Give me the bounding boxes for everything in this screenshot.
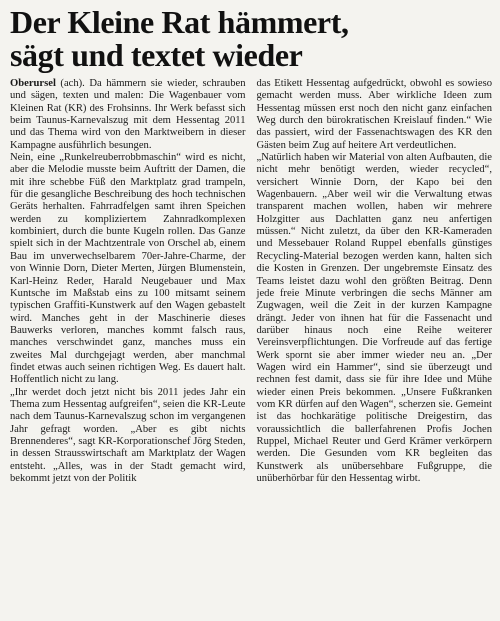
paragraph (10, 78, 246, 152)
article-body (10, 78, 492, 485)
headline (10, 6, 492, 72)
paragraph: das Etikett Hessentag aufgedrückt, obwohl es sowieso gemacht werden muss. Aber wirkliche Ideen zum Hessentag müssen erst noch den nicht ganz einfachen Weg durch den bürokratischen Kreislauf finden.“ Wie das passiert, wird der Fassenachtswagen des KR den Gästen beim Zug auf heitere Art verdeutlichen. (256, 78, 492, 151)
column-left (10, 78, 246, 485)
headline-line-1: Der Kleine Rat hämmert, (10, 4, 349, 40)
paragraph: „Natürlich haben wir Material von alten Aufbauten, die nicht mehr benötigt werden, wieder recycled“, versichert Winnie Dorn, der Kapo bei den Wagenbauern. „Aber weil wir die Verwaltung etwas transparent machen wollen, haben wir mehrere Holzgitter aus Dachlatten ganz neu anfertigen müssen.“ Nicht zuletzt, da über den KR-Kameraden und Messebauer Roland Ruppel ebenfalls günstiges Recycling-Material bezogen werden kann, halten sich die Kosten in Grenzen. Der ungebremste Einsatz des Teams leistet dazu wohl den größten Beitrag. Denn jede freie Minute verbringen die sechs Männer am Zugwagen, weil die Zeit in der kurzen Kampagne drängt. Jeder von ihnen hat für die Fassenacht und darüber hinaus noch eine Reihe weiterer Vereinsverpflichtungen. Die Vorfreude auf das fertige Werk spornt sie aber immer wieder neu an. „Der Wagen wird ein Hammer“, sind sie überzeugt und rechnen fest damit, dass sie für ihre Idee und Mühe wieder einen Preis bekommen. „Unsere Fußkranken vom KR dürfen auf den Wagen“, scherzen sie. Gemeint ist das hochkarätige politische Dreigestirn, das voraussichtlich die ballerfahrenen Profis Jochen Ruppel, Michael Reuter und Gerd Krämer verkörpern werden. Die Gesunden vom KR begleiten das Kunstwerk als unübersehbare Fußgruppe, die unüberhörbar für den Hessentag wirbt. (256, 152, 492, 484)
column-right (257, 78, 493, 485)
headline-line-2: sägt und textet wieder (10, 37, 303, 73)
paragraph: „Ihr werdet doch jetzt nicht bis 2011 jedes Jahr ein Thema zum Hessentag aufgreifen“, seien die KR-Leute nach dem Taunus-Karnevalszug schon im vergangenen Jahr gefragt worden. „Aber es gibt nichts Brennenderes“, sagt KR-Korporationschef Jörg Steden, in dessen Strausswirtschaft am Marktplatz der Wagen entsteht. „Alles, was in der Stadt gemacht wird, bekommt jetzt von der Politik (10, 386, 246, 484)
paragraph-text: (ach). Da hämmern sie wieder, schrauben und sägen, texten und malen: Die Wagenbauer vom Kleinen Rat (KR) des Frohsinns. Ihr Werk befasst sich beim Taunus-Karnevalszug mit dem Hessentag 2011 und das Thema wird von den Marktweibern in dieser Kampagne ausführlich besungen. (10, 78, 246, 151)
dateline: Oberursel (10, 78, 56, 89)
paragraph: Nein, eine „Runkelreuberrobbmaschin“ wird es nicht, aber die Melodie musste beim Auftritt der Damen, die mit ihre schebbe Füß den Marktplatz grad trampeln, für die gesangliche Beschreibung des hoch technischen Geräts herhalten. Fahrradfelgen samt ihren Speichen werden zu kompliziertem Zahnradkomplexen kombiniert, durch die bunte Kugeln rollen. Das Ganze spielt sich in der Machtzentrale von Orschel ab, einem Bau im unverwechselbarem 70er-Jahre-Charme, der von Winnie Dorn, Dieter Merten, Jürgen Blumenstein, Karl-Heinz Reder, Harald Neugebauer und Max Kuntsche im Maßstab eins zu 100 mitsamt seinem typischen Graffiti-Kunstwerk auf den Wagen gebastelt wird. Manches geht in der Maschinerie dieses Bauwerks verloren, manches kommt falsch raus, manches verschwindet ganz, manches muss ein zweites Mal durchgejagt werden, aber manchmal findet etwas auch seinen richtigen Weg. Es dauert halt. Hoffentlich nicht zu lang. (10, 152, 246, 386)
